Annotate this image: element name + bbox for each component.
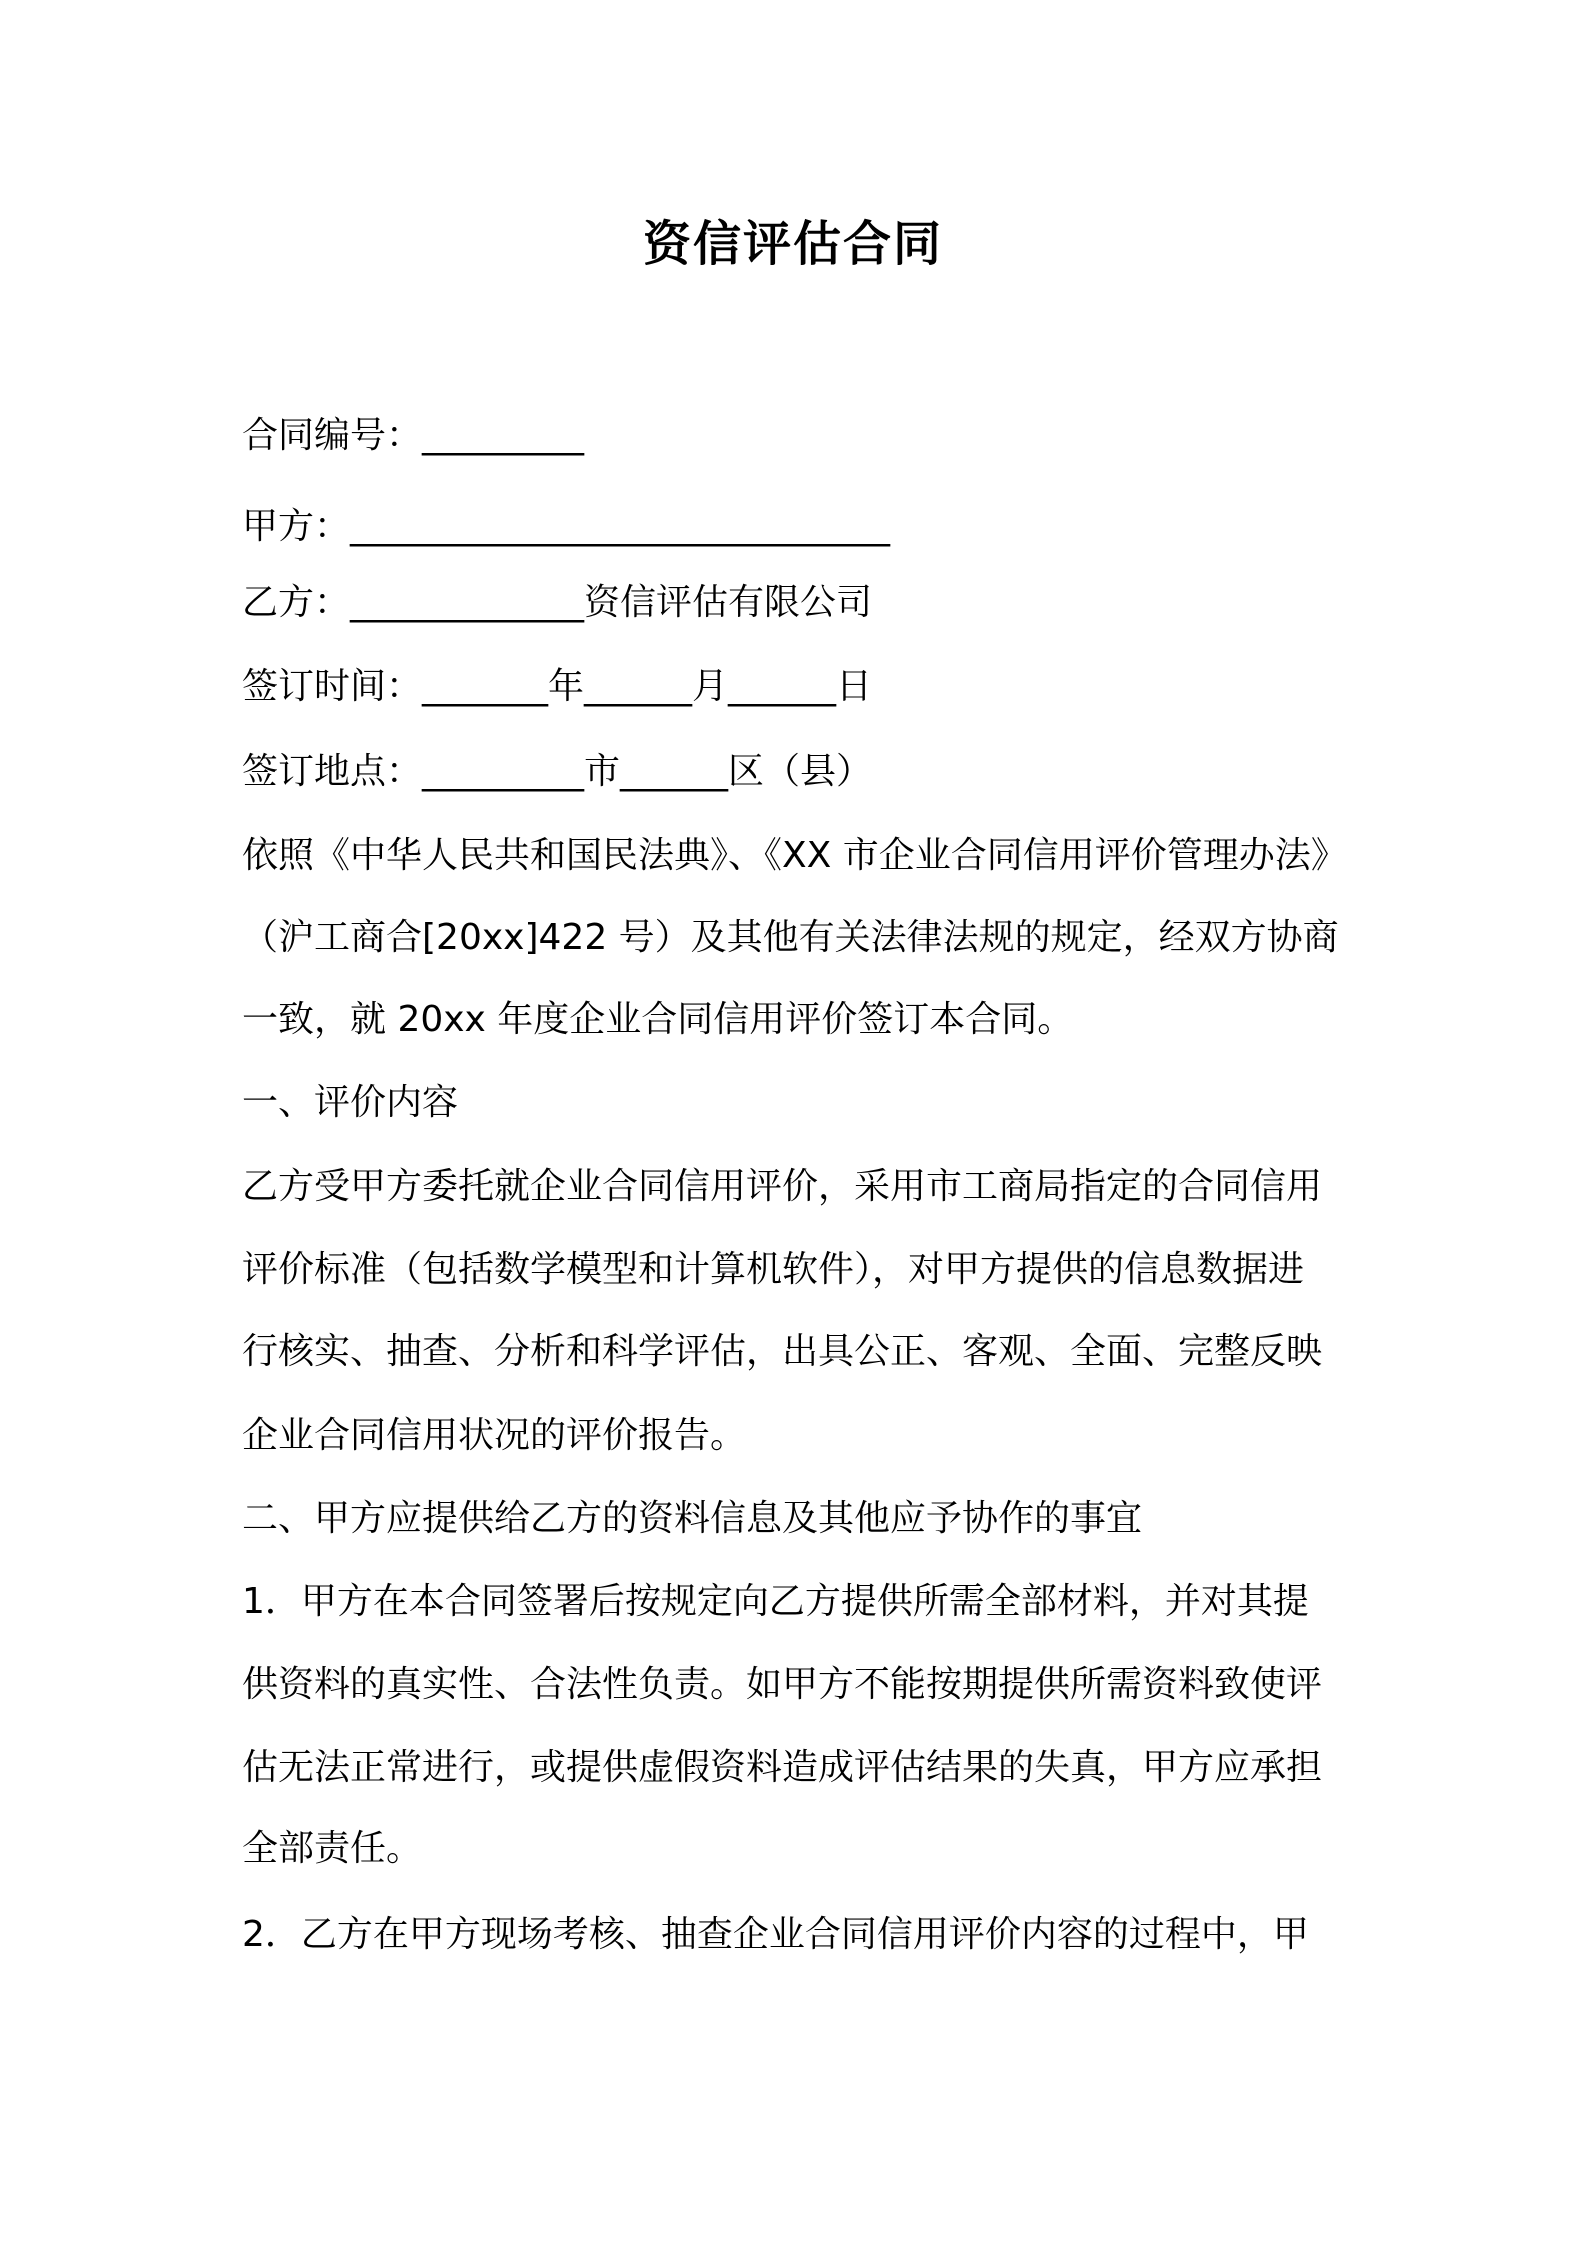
section-1-line-4: 企业合同信用状况的评价报告。 bbox=[242, 1415, 747, 1456]
clause-1-line-4: 全部责任。 bbox=[242, 1828, 423, 1869]
section-2-heading: 二、甲方应提供给乙方的资料信息及其他应予协作的事宜 bbox=[242, 1498, 1143, 1539]
clause-1-line-2: 供资料的真实性、合法性负责。如甲方不能按期提供所需资料致使评 bbox=[242, 1664, 1323, 1705]
preamble-line-1: 依照《中华人民共和国民法典》、《XX 市企业合同信用评价管理办法》 bbox=[242, 835, 1347, 876]
party-a-line: 甲方：______________________________ bbox=[242, 506, 891, 547]
section-1-line-3: 行核实、抽查、分析和科学评估，出具公正、客观、全面、完整反映 bbox=[242, 1331, 1323, 1372]
clause-1-line-3: 估无法正常进行，或提供虚假资料造成评估结果的失真，甲方应承担 bbox=[242, 1747, 1323, 1788]
preamble-line-2: （沪工商合[20xx]422 号）及其他有关法律法规的规定，经双方协商 bbox=[242, 917, 1339, 958]
signing-place-line: 签订地点：_________市______区（县） bbox=[242, 751, 873, 792]
section-1-line-2: 评价标准（包括数学模型和计算机软件），对甲方提供的信息数据进 bbox=[242, 1249, 1305, 1290]
contract-number-line: 合同编号：_________ bbox=[242, 415, 585, 456]
section-1-line-1: 乙方受甲方委托就企业合同信用评价，采用市工商局指定的合同信用 bbox=[242, 1166, 1323, 1207]
section-1-heading: 一、评价内容 bbox=[242, 1082, 459, 1123]
party-b-line: 乙方：_____________资信评估有限公司 bbox=[242, 582, 873, 623]
preamble-line-3: 一致，就 20xx 年度企业合同信用评价签订本合同。 bbox=[242, 999, 1074, 1040]
clause-1-line-1: 1．甲方在本合同签署后按规定向乙方提供所需全部材料，并对其提 bbox=[242, 1581, 1309, 1622]
document-title: 资信评估合同 bbox=[642, 216, 943, 272]
clause-2-line-1: 2．乙方在甲方现场考核、抽查企业合同信用评价内容的过程中，甲 bbox=[242, 1914, 1309, 1955]
signing-date-line: 签订时间：_______年______月______日 bbox=[242, 666, 873, 707]
